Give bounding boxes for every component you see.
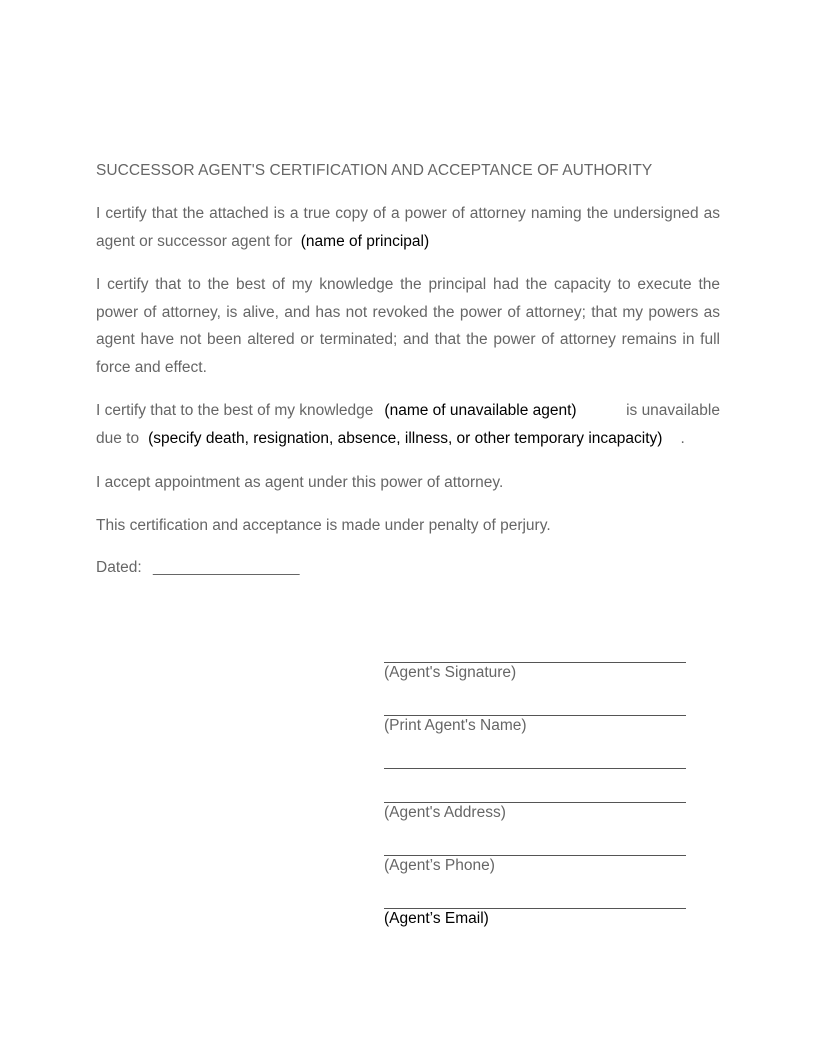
paragraph-true-copy-text: I certify that the attached is a true copy of a power of attorney naming the undersigned as agent or successor agent for bbox=[96, 205, 720, 250]
principal-name-field[interactable]: (name of principal) bbox=[300, 232, 430, 250]
unavailable-agent-name-field[interactable]: (name of unavailable agent) bbox=[384, 402, 577, 419]
print-name-label: (Print Agent's Name) bbox=[384, 717, 527, 734]
paragraph-accept-appointment: I accept appointment as agent under this power of attorney. bbox=[96, 474, 504, 491]
email-line[interactable] bbox=[384, 908, 686, 909]
unavailability-reason-field[interactable]: (specify death, resignation, absence, illness, or other temporary incapacity) bbox=[148, 429, 663, 447]
phone-label: (Agent’s Phone) bbox=[384, 857, 495, 874]
due-to-text: due to bbox=[96, 429, 140, 447]
address-label: (Agent's Address) bbox=[384, 804, 506, 821]
paragraph-true-copy bbox=[96, 200, 720, 255]
unavailable-lead-text: I certify that to the best of my knowledge bbox=[96, 402, 374, 419]
paragraph-perjury: This certification and acceptance is made under penalty of perjury. bbox=[96, 517, 551, 534]
address-line-2[interactable] bbox=[384, 802, 686, 803]
document-title: SUCCESSOR AGENT'S CERTIFICATION AND ACCEPTANCE OF AUTHORITY bbox=[96, 162, 653, 179]
dated-label: Dated: bbox=[96, 559, 142, 576]
unavailable-mid-text: is unavailable bbox=[626, 402, 720, 419]
dated-row bbox=[96, 559, 300, 577]
paragraph-unavailable-agent-line-2 bbox=[96, 425, 720, 453]
paragraph-capacity: I certify that to the best of my knowledge the principal had the capacity to execute the power of attorney, is alive, and has not revoked the power of attorney; that my powers as agent have not been altered or terminated; and that the power of attorney remains in full force and effect. bbox=[96, 276, 720, 376]
paragraph-unavailable-agent-line-1 bbox=[96, 397, 720, 425]
unavailable-end-text: . bbox=[680, 429, 685, 447]
email-label: (Agent’s Email) bbox=[384, 910, 489, 927]
paragraph-unavailable-agent bbox=[96, 397, 720, 452]
signature-label: (Agent's Signature) bbox=[384, 664, 517, 681]
phone-line[interactable] bbox=[384, 855, 686, 856]
dated-field[interactable]: _________________ bbox=[152, 559, 300, 576]
address-line-1[interactable] bbox=[384, 768, 686, 769]
signature-line[interactable] bbox=[384, 662, 686, 663]
print-name-line[interactable] bbox=[384, 715, 686, 716]
